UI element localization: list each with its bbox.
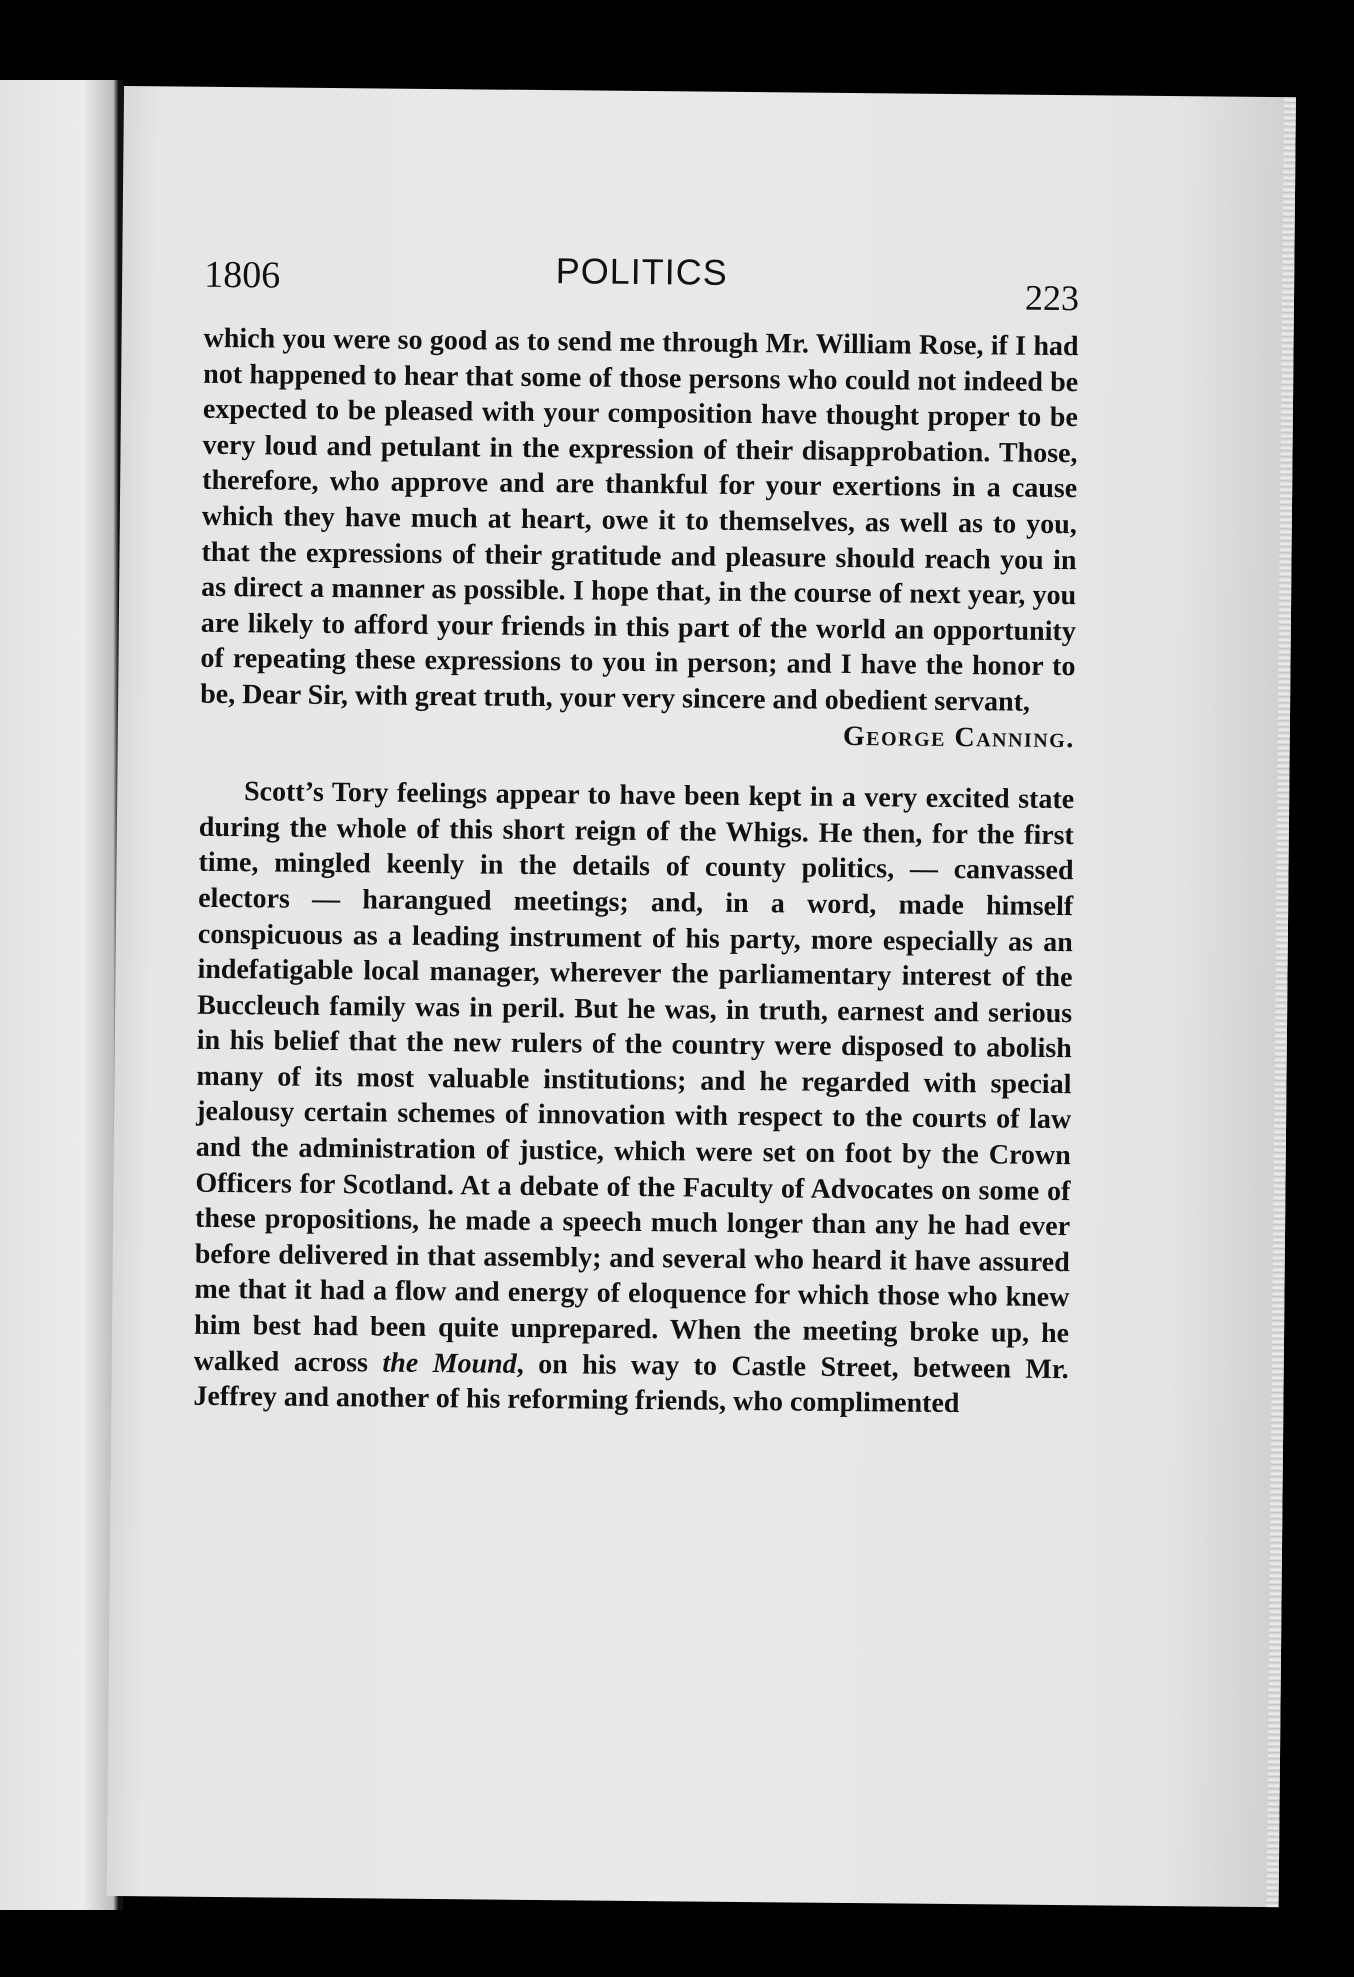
letter-signature: George Canning. [842,720,1075,754]
page-fore-edge [1267,97,1296,1907]
page-number: 223 [1024,277,1080,319]
page-body [193,321,1078,1423]
narrative-paragraph [193,774,1074,1423]
facing-page-edge [0,80,118,1910]
letter-paragraph: which you were so good as to send me through Mr. William Rose, if I had not happened to hear that some of those persons who could not indeed be expected to be pleased with your composition have thought proper to be very loud and petulant in the expression of their disapprobation. Those, therefore, who approve and are thankful for your exertions in a cause which they have much at heart, owe it to themselves, as well as to you, that the expressions of their gratitude and pleasure should reach you in as direct a manner as possible. I hope that, in the course of next year, you are likely to afford your friends in this part of the world an opportunity of repeating these expressions to you in person; and I have the honor to be, Dear Sir, with great truth, your very sincere and obedient servant, [200,322,1079,718]
place-name-emphasis: the Mound [382,1347,517,1380]
narrative-text: Scott’s Tory feelings appear to have been kept in a very excited state during the whole of this short reign of the Whigs. He then, for the first time, mingled keenly in the details of county politics, — canvassed electors — harangued meetings; and, in a word, made himself conspicuous as a leading instrument of his party, more especially as an indefatigable local manager, wherever the parliamentary interest of the Buccleuch family was in peril. But he was, in truth, earnest and serious in his belief that the new rulers of the country were disposed to abolish many of its most valuable institutions; and he regarded with special jealousy certain schemes of innovation with respect to the courts of law and the administration of justice, which were set on foot by the Crown Officers for Scotland. At a debate of the Faculty of Advocates on some of these propositions, he made a speech much longer than any he had ever before delivered in that assembly; and several who heard it have assured me that it had a flow and energy of eloquence for which those who knew him best had been quite unprepared. When the meeting broke up, he walked across [193,776,1075,1379]
header-year: 1806 [203,253,281,297]
header-title: POLITICS [555,250,728,293]
running-header [204,247,1080,325]
narrative-text-continued: , on his way to Castle Street, between Mr. Jeffrey and another of his reforming friends, who complimented [193,1348,1069,1420]
book-page [107,86,1296,1907]
